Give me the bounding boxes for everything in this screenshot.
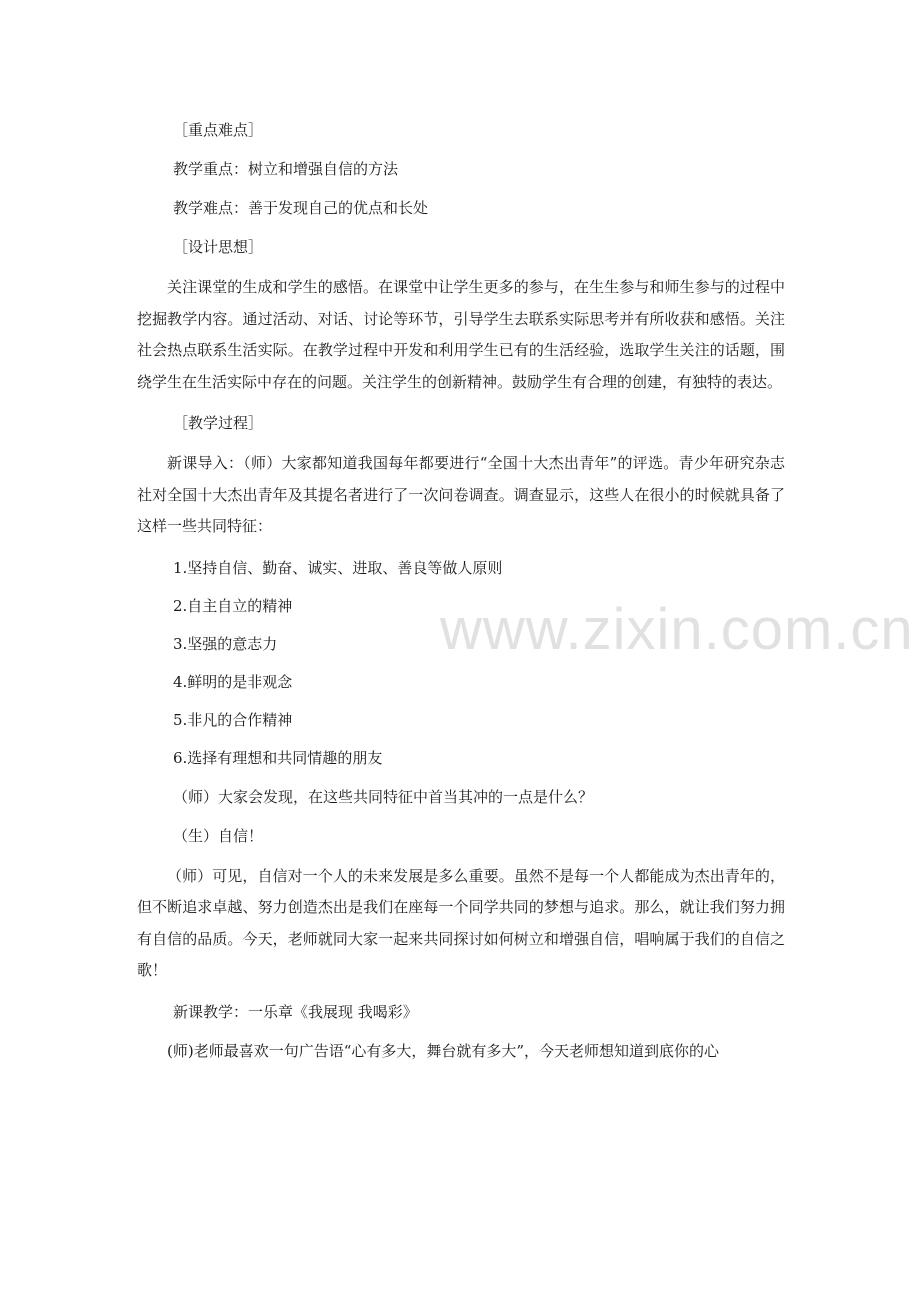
heading-design: ［设计思想］ [173, 238, 264, 256]
student-answer: （生）自信！ [173, 826, 264, 845]
design-paragraph: 关注课堂的生成和学生的感悟。在课堂中让学生更多的参与，在生生参与和师生参与的过程中挖掘教学内容。通过活动、对话、讨论等环节，引导学生去联系实际思考并有所收获和感悟。关注社会热点联系生活实际。在教学过程中开发和利用学生已有的生活经验，选取学生关注的话题，围绕学生在生活实际中存在的问题。关注学生的创新精神。鼓励学生有合理的创建，有独特的表达。 [137, 278, 785, 391]
heading-process: ［教学过程］ [173, 414, 264, 432]
watermark: www.zixin.com.cn [440, 597, 914, 662]
teacher-comment-paragraph: （师）可见，自信对一个人的未来发展是多么重要。虽然不是每一个人都能成为杰出青年的，但不断追求卓越、努力创造杰出是我们在座每一个同学共同的梦想与追求。那么，就让我们努力拥有自信的品质。今天，老师就同大家一起来共同探讨如何树立和增强自信，唱响属于我们的自信之歌！ [137, 866, 785, 979]
intro-paragraph: 新课导入：（师）大家都知道我国每年都要进行“全国十大杰出青年”的评选。青少年研究杂志社对全国十大杰出青年及其提名者进行了一次问卷调查。调查显示，这些人在很小的时候就具备了这样一些共同特征： [137, 454, 785, 535]
teaching-difficulty: 教学难点：善于发现自己的优点和长处 [173, 199, 429, 217]
list-item: 1.坚持自信、勤奋、诚实、进取、善良等做人原则 [173, 558, 503, 577]
list-item: 2.自主自立的精神 [173, 596, 293, 615]
list-item: 3.坚强的意志力 [173, 634, 278, 653]
heading-key-difficult: ［重点难点］ [173, 121, 264, 139]
teacher-question: （师）大家会发现，在这些共同特征中首当其冲的一点是什么？ [173, 787, 594, 806]
document-body [137, 116, 785, 1065]
teaching-focus: 教学重点：树立和增强自信的方法 [173, 160, 399, 178]
traits-list [137, 554, 785, 772]
list-item: 5.非凡的合作精神 [173, 710, 293, 729]
new-lesson-heading: 新课教学：一乐章《我展现 我喝彩》 [173, 1002, 418, 1021]
teacher-slogan-line: (师)老师最喜欢一句广告语“心有多大，舞台就有多大”，今天老师想知道到底你的心 [167, 1041, 720, 1060]
list-item: 6.选择有理想和共同情趣的朋友 [173, 748, 383, 767]
list-item: 4.鲜明的是非观念 [173, 672, 293, 691]
